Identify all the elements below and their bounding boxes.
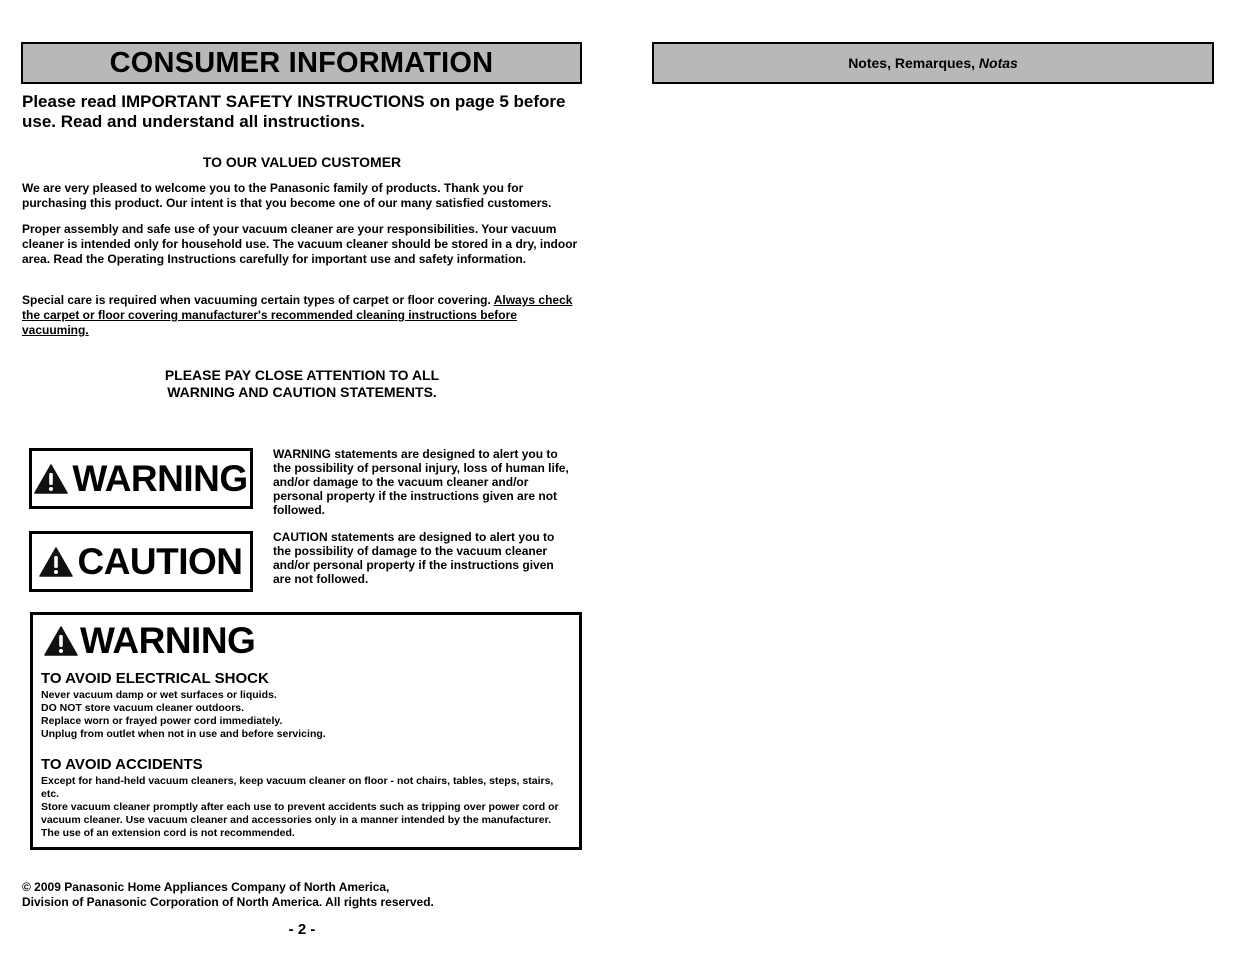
attention-heading: PLEASE PAY CLOSE ATTENTION TO ALL WARNING AND CAUTION STATEMENTS.	[164, 367, 440, 400]
caution-word: CAUTION	[77, 540, 243, 582]
special-care-emphasis: Always check the carpet or floor covering manufacturer's recommended cleaning instructions before vacuuming.	[22, 293, 573, 337]
warning-triangle-icon	[34, 464, 68, 494]
warning-panel	[30, 612, 582, 850]
intro-text: Please read IMPORTANT SAFETY INSTRUCTIONS on page 5 before use. Read and understand all instructions.	[22, 92, 566, 131]
section-header-bar	[21, 42, 582, 84]
accidents-list	[41, 775, 571, 840]
notes-header-bar	[652, 42, 1214, 84]
list-item: Unplug from outlet when not in use and before servicing.	[41, 728, 326, 740]
list-item: Store vacuum cleaner promptly after each use to prevent accidents such as tripping over power cord or vacuum cleaner. Use vacuum cleaner and accessories only in a manner intended by the manufacturer. The use of an extension cord is not recommended.	[41, 801, 559, 839]
warning-triangle-icon	[39, 547, 73, 577]
shock-list	[41, 689, 571, 741]
valued-customer-heading: TO OUR VALUED CUSTOMER	[202, 154, 402, 170]
page-number: - 2 -	[288, 921, 316, 938]
shock-heading: TO AVOID ELECTRICAL SHOCK	[41, 670, 269, 687]
notes-title: Notes, Remarques, Notas	[848, 55, 1018, 71]
caution-label	[29, 531, 253, 592]
section-title: CONSUMER INFORMATION	[109, 46, 494, 79]
accidents-heading: TO AVOID ACCIDENTS	[41, 756, 203, 773]
list-item: DO NOT store vacuum cleaner outdoors.	[41, 702, 245, 714]
warning-word: WARNING	[72, 457, 248, 499]
warning-word: WARNING	[80, 620, 256, 661]
list-item: Except for hand-held vacuum cleaners, keep vacuum cleaner on floor - not chairs, tables, steps, stairs, etc.	[41, 775, 554, 800]
caution-description: CAUTION statements are designed to alert you to the possibility of damage to the vacuum cleaner and/or personal property if the instructions given are not followed.	[273, 530, 555, 586]
warning-label	[29, 448, 253, 509]
copyright-notice: © 2009 Panasonic Home Appliances Company of North America, Division of Panasonic Corporation of North America. All rights reserved.	[22, 880, 434, 909]
welcome-paragraph: We are very pleased to welcome you to the Panasonic family of products. Thank you for purchasing this product. Our intent is that you become one of our many satisfied customers.	[22, 181, 552, 210]
special-care-paragraph: Special care is required when vacuuming certain types of carpet or floor covering. Always check the carpet or floor covering manufacturer's recommended cleaning instructions before vacuuming.	[22, 293, 573, 337]
warning-triangle-icon	[44, 626, 78, 656]
list-item: Replace worn or frayed power cord immediately.	[41, 715, 283, 727]
warning-panel-title	[44, 620, 255, 662]
responsibility-paragraph: Proper assembly and safe use of your vacuum cleaner are your responsibilities. Your vacuum cleaner is intended only for household use. The vacuum cleaner should be stored in a dry, indoor area. Read the Operating Instructions carefully for important use and safety information.	[22, 222, 578, 266]
list-item: Never vacuum damp or wet surfaces or liquids.	[41, 689, 277, 701]
warning-description: WARNING statements are designed to alert you to the possibility of personal injury, loss of human life, and/or damage to the vacuum cleaner and/or personal property if the instructions given are not followed.	[273, 447, 569, 517]
